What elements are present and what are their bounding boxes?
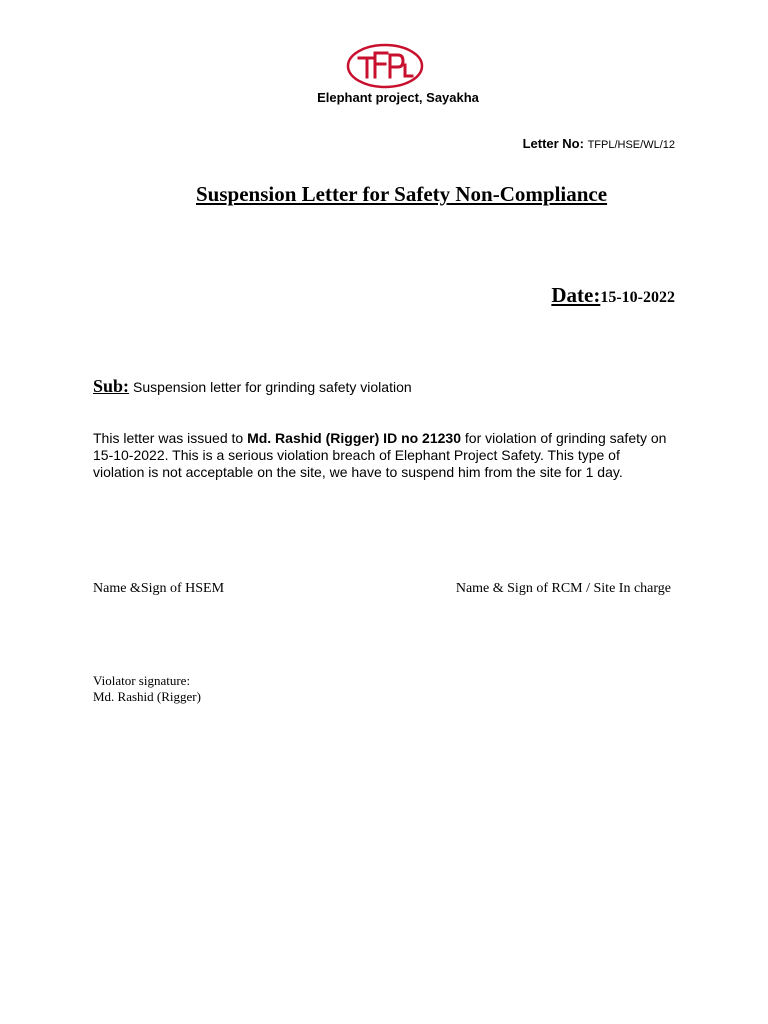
- hsem-signature-label: Name &Sign of HSEM: [93, 581, 225, 596]
- violator-name: Md. Rashid (Rigger): [93, 689, 201, 704]
- letter-number: [523, 136, 675, 151]
- letter-number-value: TFPL/HSE/WL/12: [587, 139, 675, 151]
- letter-body: [93, 430, 673, 481]
- violator-id: Md. Rashid (Rigger) ID no 21230: [247, 430, 461, 446]
- date-label: Date:: [551, 283, 601, 307]
- document-title: Suspension Letter for Safety Non-Compliance: [196, 182, 608, 206]
- rcm-signature-label: Name & Sign of RCM / Site In charge: [455, 581, 671, 596]
- subject-label: Sub:: [93, 376, 130, 396]
- subject-line: [93, 376, 412, 397]
- date-value: 15-10-2022: [600, 289, 675, 306]
- subject-text: Suspension letter for grinding safety violation: [133, 379, 412, 395]
- violator-signature-label: Violator signature:: [93, 673, 191, 688]
- company-logo: [345, 43, 425, 89]
- letter-number-label: Letter No:: [522, 136, 584, 151]
- date-line: [551, 283, 675, 308]
- body-rest: for violation of grinding safety on 15-10-2022. This is a serious violation breach of Elephant Project Safety. This type of violation is not acceptable on the site, we have to suspend him from the site for 1 day.: [93, 430, 667, 480]
- body-intro: This letter was issued to: [93, 430, 244, 446]
- project-name: Elephant project, Sayakha: [317, 90, 479, 105]
